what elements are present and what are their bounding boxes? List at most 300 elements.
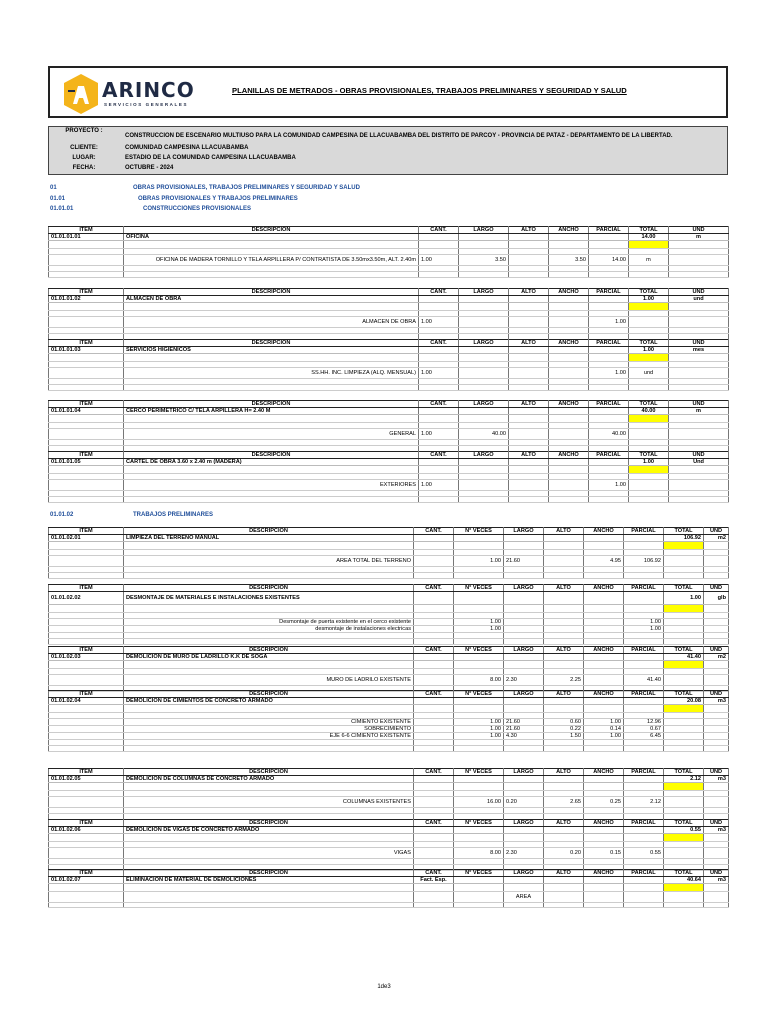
- empty-cell: [414, 834, 454, 842]
- empty-cell: [124, 661, 414, 669]
- column-header: PARCIAL: [624, 528, 664, 535]
- column-header: CANT.: [414, 585, 454, 592]
- empty-cell: [419, 497, 459, 503]
- empty-cell: [584, 605, 624, 613]
- project-info-box: [48, 126, 728, 175]
- empty-cell: [669, 317, 729, 328]
- empty-cell: [124, 466, 419, 474]
- measure-description: GENERAL: [124, 429, 419, 440]
- measure-largo: 2.30: [504, 848, 544, 859]
- column-header: N° VECES: [454, 769, 504, 776]
- column-header: DESCRIPCION: [124, 870, 414, 877]
- empty-cell: [454, 661, 504, 669]
- measure-ancho: 3.50: [549, 255, 589, 266]
- column-header: PARCIAL: [624, 820, 664, 827]
- empty-cell: [589, 408, 629, 415]
- empty-cell: [419, 272, 459, 278]
- empty-cell: [49, 368, 124, 379]
- empty-cell: [544, 746, 584, 752]
- empty-cell: [664, 719, 704, 726]
- measure-row: [49, 892, 729, 903]
- empty-cell: [459, 408, 509, 415]
- empty-cell: [504, 834, 544, 842]
- measure-ancho: 0.15: [584, 848, 624, 859]
- column-header: ALTO: [509, 227, 549, 234]
- empty-cell: [704, 892, 729, 903]
- column-header: DESCRIPCION: [124, 227, 419, 234]
- measure-cant: [414, 626, 454, 633]
- measure-veces: 1.00: [454, 619, 504, 626]
- item-total: 106.92: [664, 535, 704, 542]
- measure-cant: 1.00: [419, 368, 459, 379]
- column-header: UND: [704, 870, 729, 877]
- column-header: PARCIAL: [624, 870, 664, 877]
- measure-alto: 2.65: [544, 797, 584, 808]
- empty-cell: [669, 255, 729, 266]
- empty-cell: [589, 385, 629, 391]
- column-header: DESCRIPCION: [124, 289, 419, 296]
- total-highlight: [664, 884, 704, 892]
- empty-cell: [549, 241, 589, 249]
- measure-ancho: 4.95: [584, 556, 624, 567]
- column-header: UND: [704, 585, 729, 592]
- measure-parcial: 1.00: [589, 317, 629, 328]
- empty-cell: [544, 605, 584, 613]
- empty-cell: [509, 241, 549, 249]
- empty-cell: [664, 726, 704, 733]
- empty-cell: [124, 746, 414, 752]
- column-header: CANT.: [419, 289, 459, 296]
- item-total: 1.00: [629, 459, 669, 466]
- column-header: ALTO: [544, 691, 584, 698]
- proyecto-label: PROYECTO :: [65, 128, 103, 134]
- column-header: ANCHO: [584, 647, 624, 654]
- column-header: LARGO: [459, 401, 509, 408]
- empty-cell: [584, 746, 624, 752]
- proyecto-value: CONSTRUCCION DE ESCENARIO MULTIUSO PARA LA COMUNIDAD CAMPESINA DE LLACUABAMBA DEL DISTRITO DE PARCOY - PROVINCIA DE PATAZ - DEPARTAMENTO DE LA LIBERTAD.: [125, 133, 673, 139]
- measure-cant: [414, 726, 454, 733]
- item-unit: m: [669, 408, 729, 415]
- item-title: DEMOLICION DE CIMIENTOS DE CONCRETO ARMADO: [124, 698, 414, 705]
- empty-cell: [584, 776, 624, 783]
- empty-cell: [584, 654, 624, 661]
- empty-cell: [624, 661, 664, 669]
- empty-cell: [49, 733, 124, 740]
- empty-cell: [124, 354, 419, 362]
- empty-cell: [49, 241, 124, 249]
- empty-cell: [414, 884, 454, 892]
- empty-cell: [454, 639, 504, 645]
- measure-cant: 1.00: [419, 480, 459, 491]
- measure-veces: 8.00: [454, 675, 504, 686]
- column-header: ALTO: [509, 340, 549, 347]
- column-header: CANT.: [419, 227, 459, 234]
- empty-cell: [669, 368, 729, 379]
- empty-cell: [49, 834, 124, 842]
- empty-cell: [704, 619, 729, 626]
- measure-largo: 2.30: [504, 675, 544, 686]
- column-header: DESCRIPCION: [124, 452, 419, 459]
- item-total: 40.00: [629, 408, 669, 415]
- empty-cell: [584, 783, 624, 791]
- measure-largo: 4.30: [504, 733, 544, 740]
- empty-cell: [584, 705, 624, 713]
- empty-cell: [664, 675, 704, 686]
- group-2-name: OBRAS PROVISIONALES Y TRABAJOS PRELIMINARES: [138, 196, 298, 202]
- highlight-row: [49, 705, 729, 713]
- empty-cell: [459, 234, 509, 241]
- total-highlight: [629, 466, 669, 474]
- measure-description: EXTERIORES: [124, 480, 419, 491]
- empty-cell: [704, 705, 729, 713]
- measure-cant: 1.00: [419, 255, 459, 266]
- column-header: CANT.: [414, 870, 454, 877]
- item-title-row: [49, 776, 729, 783]
- column-header: ITEM: [49, 691, 124, 698]
- empty-cell: [504, 573, 544, 579]
- total-highlight: [629, 241, 669, 249]
- item-cant: [414, 827, 454, 834]
- empty-cell: [49, 619, 124, 626]
- total-highlight: [629, 303, 669, 311]
- empty-cell: [549, 303, 589, 311]
- column-header: ANCHO: [584, 691, 624, 698]
- empty-cell: [509, 272, 549, 278]
- measure-description: AREA TOTAL DEL TERRENO: [124, 556, 414, 567]
- measure-und: [629, 317, 669, 328]
- item-code: 01.01.02.02: [49, 592, 124, 605]
- item-total: 40.64: [664, 877, 704, 884]
- empty-cell: [504, 592, 544, 605]
- measure-description: SOBRECIMIENTO: [124, 726, 414, 733]
- column-header: PARCIAL: [589, 289, 629, 296]
- item-unit: Und: [669, 459, 729, 466]
- empty-cell: [414, 542, 454, 550]
- measure-row: [49, 556, 729, 567]
- column-header: DESCRIPCION: [124, 585, 414, 592]
- measure-cant: [414, 892, 454, 903]
- item-title: ALMACEN DE OBRA: [124, 296, 419, 303]
- measure-ancho: [549, 480, 589, 491]
- empty-cell: [549, 272, 589, 278]
- empty-cell: [669, 241, 729, 249]
- metrado-table: [48, 339, 729, 391]
- empty-cell: [544, 573, 584, 579]
- column-header: TOTAL: [629, 452, 669, 459]
- empty-cell: [49, 661, 124, 669]
- empty-cell: [414, 661, 454, 669]
- item-code: 01.01.01.01: [49, 234, 124, 241]
- spacer-row: [49, 573, 729, 579]
- empty-cell: [414, 903, 454, 908]
- measure-row: [49, 675, 729, 686]
- measure-largo: 0.20: [504, 797, 544, 808]
- empty-cell: [504, 705, 544, 713]
- empty-cell: [589, 234, 629, 241]
- empty-cell: [504, 776, 544, 783]
- empty-cell: [589, 296, 629, 303]
- empty-cell: [459, 466, 509, 474]
- measure-ancho: [584, 626, 624, 633]
- empty-cell: [124, 783, 414, 791]
- measure-parcial: 14.00: [589, 255, 629, 266]
- empty-cell: [49, 783, 124, 791]
- empty-cell: [704, 733, 729, 740]
- table-header-row: [49, 340, 729, 347]
- empty-cell: [584, 592, 624, 605]
- empty-cell: [624, 654, 664, 661]
- empty-cell: [584, 661, 624, 669]
- empty-cell: [624, 776, 664, 783]
- empty-cell: [419, 459, 459, 466]
- spacer-row: [49, 272, 729, 278]
- empty-cell: [624, 573, 664, 579]
- group-3-name: CONSTRUCCIONES PROVISIONALES: [143, 206, 252, 212]
- empty-cell: [669, 429, 729, 440]
- spacer-row: [49, 385, 729, 391]
- metrado-table: [48, 226, 729, 278]
- empty-cell: [124, 542, 414, 550]
- empty-cell: [629, 272, 669, 278]
- column-header: DESCRIPCION: [124, 691, 414, 698]
- measure-ancho: 0.14: [584, 726, 624, 733]
- item-title: ELIMINACION DE MATERIAL DE DEMOLICIONES: [124, 877, 414, 884]
- measure-parcial: 0.55: [624, 848, 664, 859]
- empty-cell: [669, 303, 729, 311]
- empty-cell: [704, 848, 729, 859]
- empty-cell: [454, 605, 504, 613]
- empty-cell: [584, 877, 624, 884]
- group-4-name: TRABAJOS PRELIMINARES: [133, 512, 214, 518]
- empty-cell: [544, 542, 584, 550]
- column-header: LARGO: [504, 870, 544, 877]
- measure-alto: 0.20: [544, 848, 584, 859]
- empty-cell: [454, 698, 504, 705]
- empty-cell: [704, 556, 729, 567]
- metrado-table: [48, 869, 729, 908]
- item-title-row: [49, 654, 729, 661]
- item-title-row: [49, 592, 729, 605]
- empty-cell: [664, 903, 704, 908]
- empty-cell: [49, 639, 124, 645]
- empty-cell: [459, 415, 509, 423]
- measure-ancho: 0.25: [584, 797, 624, 808]
- measure-cant: 1.00: [419, 317, 459, 328]
- measure-description: COLUMNAS EXISTENTES: [124, 797, 414, 808]
- empty-cell: [584, 698, 624, 705]
- item-total: 0.55: [664, 827, 704, 834]
- column-header: PARCIAL: [589, 452, 629, 459]
- company-logo: [64, 74, 224, 114]
- column-header: ITEM: [49, 227, 124, 234]
- empty-cell: [459, 385, 509, 391]
- item-unit: m3: [704, 827, 729, 834]
- empty-cell: [124, 884, 414, 892]
- column-header: ALTO: [544, 647, 584, 654]
- measure-description: OFICINA DE MADERA TORNILLO Y TELA ARPILLERA P/ CONTRATISTA DE 3.50mx3.50m, ALT. 2.40m: [124, 255, 419, 266]
- item-code: 01.01.02.07: [49, 877, 124, 884]
- measure-largo: [504, 626, 544, 633]
- empty-cell: [669, 415, 729, 423]
- empty-cell: [414, 605, 454, 613]
- empty-cell: [704, 605, 729, 613]
- item-total: 1.00: [664, 592, 704, 605]
- highlight-row: [49, 241, 729, 249]
- item-title: DESMONTAJE DE MATERIALES E INSTALACIONES EXISTENTES: [124, 592, 414, 605]
- empty-cell: [704, 834, 729, 842]
- item-unit: m3: [704, 877, 729, 884]
- empty-cell: [504, 605, 544, 613]
- column-header: N° VECES: [454, 647, 504, 654]
- empty-cell: [124, 241, 419, 249]
- table-header-row: [49, 401, 729, 408]
- measure-veces: 1.00: [454, 726, 504, 733]
- empty-cell: [704, 797, 729, 808]
- item-title-row: [49, 827, 729, 834]
- metrado-table: [48, 768, 729, 820]
- measure-parcial: 41.40: [624, 675, 664, 686]
- measure-alto: [509, 255, 549, 266]
- highlight-row: [49, 661, 729, 669]
- empty-cell: [544, 903, 584, 908]
- empty-cell: [584, 884, 624, 892]
- measure-alto: [509, 368, 549, 379]
- document-title: PLANILLAS DE METRADOS - OBRAS PROVISIONALES, TRABAJOS PRELIMINARES Y SEGURIDAD Y SALUD: [232, 86, 627, 95]
- column-header: ALTO: [544, 870, 584, 877]
- empty-cell: [459, 303, 509, 311]
- measure-alto: 2.25: [544, 675, 584, 686]
- empty-cell: [664, 573, 704, 579]
- item-unit: glb: [704, 592, 729, 605]
- empty-cell: [664, 733, 704, 740]
- empty-cell: [419, 241, 459, 249]
- empty-cell: [664, 848, 704, 859]
- measure-description: EJE 6-6 CIMIENTO EXISTENTE: [124, 733, 414, 740]
- empty-cell: [454, 884, 504, 892]
- spacer-row: [49, 497, 729, 503]
- item-unit: und: [669, 296, 729, 303]
- empty-cell: [454, 783, 504, 791]
- column-header: LARGO: [459, 227, 509, 234]
- measure-alto: [544, 892, 584, 903]
- empty-cell: [49, 719, 124, 726]
- column-header: LARGO: [504, 528, 544, 535]
- column-header: CANT.: [414, 691, 454, 698]
- empty-cell: [624, 827, 664, 834]
- column-header: TOTAL: [629, 401, 669, 408]
- empty-cell: [504, 639, 544, 645]
- empty-cell: [544, 783, 584, 791]
- measure-alto: [509, 480, 549, 491]
- item-cant: [414, 654, 454, 661]
- metrado-table: [48, 584, 729, 645]
- empty-cell: [504, 654, 544, 661]
- empty-cell: [49, 726, 124, 733]
- measure-alto: 0.22: [544, 726, 584, 733]
- table-header-row: [49, 528, 729, 535]
- item-code: 01.01.02.03: [49, 654, 124, 661]
- item-total: 14.00: [629, 234, 669, 241]
- column-header: PARCIAL: [589, 227, 629, 234]
- column-header: DESCRIPCION: [124, 820, 414, 827]
- column-header: LARGO: [504, 820, 544, 827]
- empty-cell: [49, 797, 124, 808]
- item-title-row: [49, 698, 729, 705]
- empty-cell: [584, 639, 624, 645]
- empty-cell: [419, 466, 459, 474]
- empty-cell: [624, 542, 664, 550]
- group-1-code: 01: [50, 185, 57, 191]
- empty-cell: [49, 675, 124, 686]
- empty-cell: [704, 903, 729, 908]
- item-title-row: [49, 347, 729, 354]
- highlight-row: [49, 884, 729, 892]
- spacer-row: [49, 639, 729, 645]
- item-title: OFICINA: [124, 234, 419, 241]
- measure-largo: 21.60: [504, 556, 544, 567]
- total-highlight: [629, 354, 669, 362]
- column-header: ITEM: [49, 870, 124, 877]
- measure-row: [49, 255, 729, 266]
- measure-parcial: 2.12: [624, 797, 664, 808]
- empty-cell: [49, 317, 124, 328]
- column-header: UND: [669, 401, 729, 408]
- empty-cell: [124, 497, 419, 503]
- measure-ancho: [584, 892, 624, 903]
- measure-row: [49, 619, 729, 626]
- fecha-value: OCTUBRE - 2024: [125, 165, 174, 171]
- item-title: DEMOLICION DE VIGAS DE CONCRETO ARMADO: [124, 827, 414, 834]
- logo-subtitle: SERVICIOS GENERALES: [104, 102, 189, 107]
- measure-largo: [504, 619, 544, 626]
- highlight-row: [49, 542, 729, 550]
- empty-cell: [704, 626, 729, 633]
- empty-cell: [589, 466, 629, 474]
- column-header: N° VECES: [454, 528, 504, 535]
- empty-cell: [49, 705, 124, 713]
- metrado-table: [48, 527, 729, 579]
- item-title-row: [49, 296, 729, 303]
- column-header: TOTAL: [664, 691, 704, 698]
- empty-cell: [459, 459, 509, 466]
- empty-cell: [414, 705, 454, 713]
- column-header: CANT.: [419, 452, 459, 459]
- empty-cell: [584, 834, 624, 842]
- column-header: N° VECES: [454, 585, 504, 592]
- empty-cell: [589, 459, 629, 466]
- column-header: ITEM: [49, 289, 124, 296]
- measure-parcial: 1.00: [624, 626, 664, 633]
- empty-cell: [454, 705, 504, 713]
- measure-alto: [509, 429, 549, 440]
- measure-und: und: [629, 368, 669, 379]
- empty-cell: [629, 385, 669, 391]
- empty-cell: [624, 746, 664, 752]
- empty-cell: [704, 783, 729, 791]
- total-highlight: [664, 605, 704, 613]
- empty-cell: [419, 415, 459, 423]
- column-header: TOTAL: [629, 289, 669, 296]
- measure-largo: 40.00: [459, 429, 509, 440]
- empty-cell: [704, 719, 729, 726]
- column-header: LARGO: [504, 691, 544, 698]
- column-header: CANT.: [414, 769, 454, 776]
- empty-cell: [454, 654, 504, 661]
- measure-ancho: [549, 368, 589, 379]
- column-header: UND: [669, 289, 729, 296]
- measure-parcial: 40.00: [589, 429, 629, 440]
- column-header: ANCHO: [549, 289, 589, 296]
